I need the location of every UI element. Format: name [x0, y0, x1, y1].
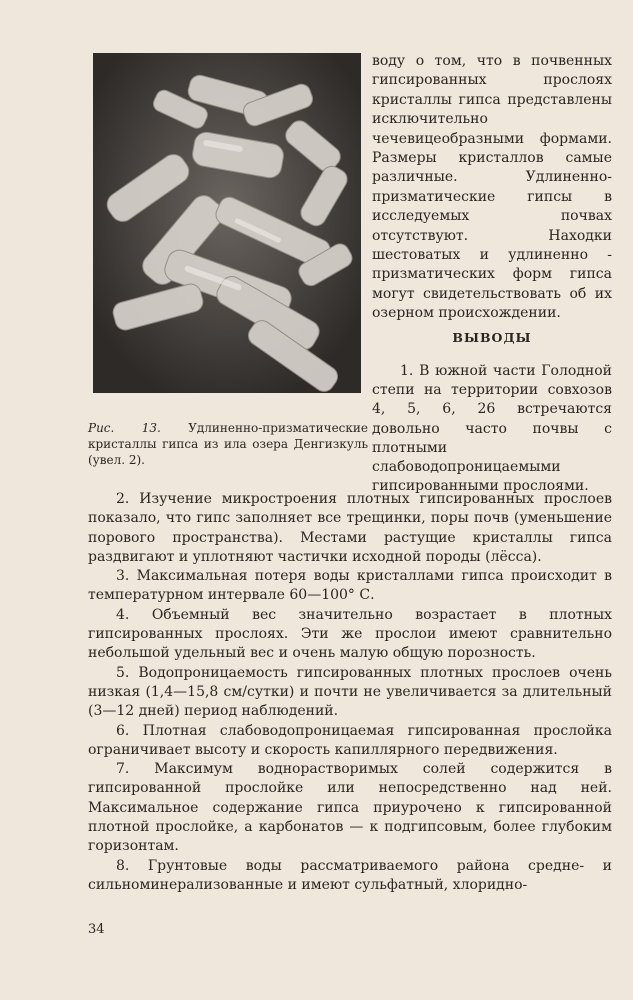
figure-caption — [88, 420, 368, 468]
right-column-text — [372, 52, 612, 324]
crystals-illustration — [93, 53, 361, 393]
conclusion-3: 3. Максимальная потеря воды кристаллами гипса происходит в температурном интервале 60—100° С. — [88, 568, 612, 604]
conclusion-2: 2. Изучение микростроения плотных гипсированных прослоев показало, что гипс заполняет все трещинки, поры почв (уменьшение порового пространства). Местами растущие кристаллы гипса раздвигают и уплотняют частички исходной породы (лёсса). — [88, 491, 612, 565]
conclusion-5: 5. Водопроницаемость гипсированных плотных прослоев очень низкая (1,4—15,8 см/сутки) и почти не увеличивается за длительный (3—12 дней) период наблюдений. — [88, 664, 612, 720]
section-heading: ВЫВОДЫ — [452, 330, 532, 345]
page-number: 34 — [88, 922, 105, 937]
conclusion-6: 6. Плотная слабоводопроницаемая гипсированная прослойка ограничивает высоту и скорость капиллярного передвижения. — [88, 722, 612, 758]
gypsum-crystals-photo — [93, 53, 361, 393]
conclusion-8: 8. Грунтовые воды рассматриваемого района средне- и сильноминерализованные и имеют сульфатный, хлоридно- — [88, 857, 612, 893]
conclusion-1: 1. В южной части Голодной степи на территории совхозов 4, 5, 6, 26 встречаются довольно часто почвы с плотными слабоводопроницаемыми гипсированными прослоями. — [372, 363, 612, 495]
paragraph: воду о том, что в почвенных гипсированных прослоях кристаллы гипса представлены исключительно чечевицеобразными формами. Размеры кристаллов самые различные. Удлиненно-призматические гипсы в исследуемых почвах отсутствуют. Находки шестоватых и удлиненно - призматических форм гипса могут свидетельствовать об их озерном происхождении. — [372, 53, 612, 322]
figure-label: Рис. 13. — [88, 421, 161, 435]
conclusion-7: 7. Максимум воднорастворимых солей содержится в гипсированной прослойке или непосредственно над ней. Максимальное содержание гипса приурочено к гипсированной плотной прослойке, а карбонатов — к подгипсовым, более глубоким горизонтам. — [88, 761, 612, 855]
conclusions-list — [88, 490, 612, 895]
conclusion-4: 4. Объемный вес значительно возрастает в плотных гипсированных прослоях. Эти же прослои имеют сравнительно небольшой удельный вес и очень малую общую порозность. — [88, 606, 612, 662]
figure-caption-text: Удлиненно-призматические кристаллы гипса из ила озера Денгизкуль (увел. 2). — [88, 421, 368, 467]
